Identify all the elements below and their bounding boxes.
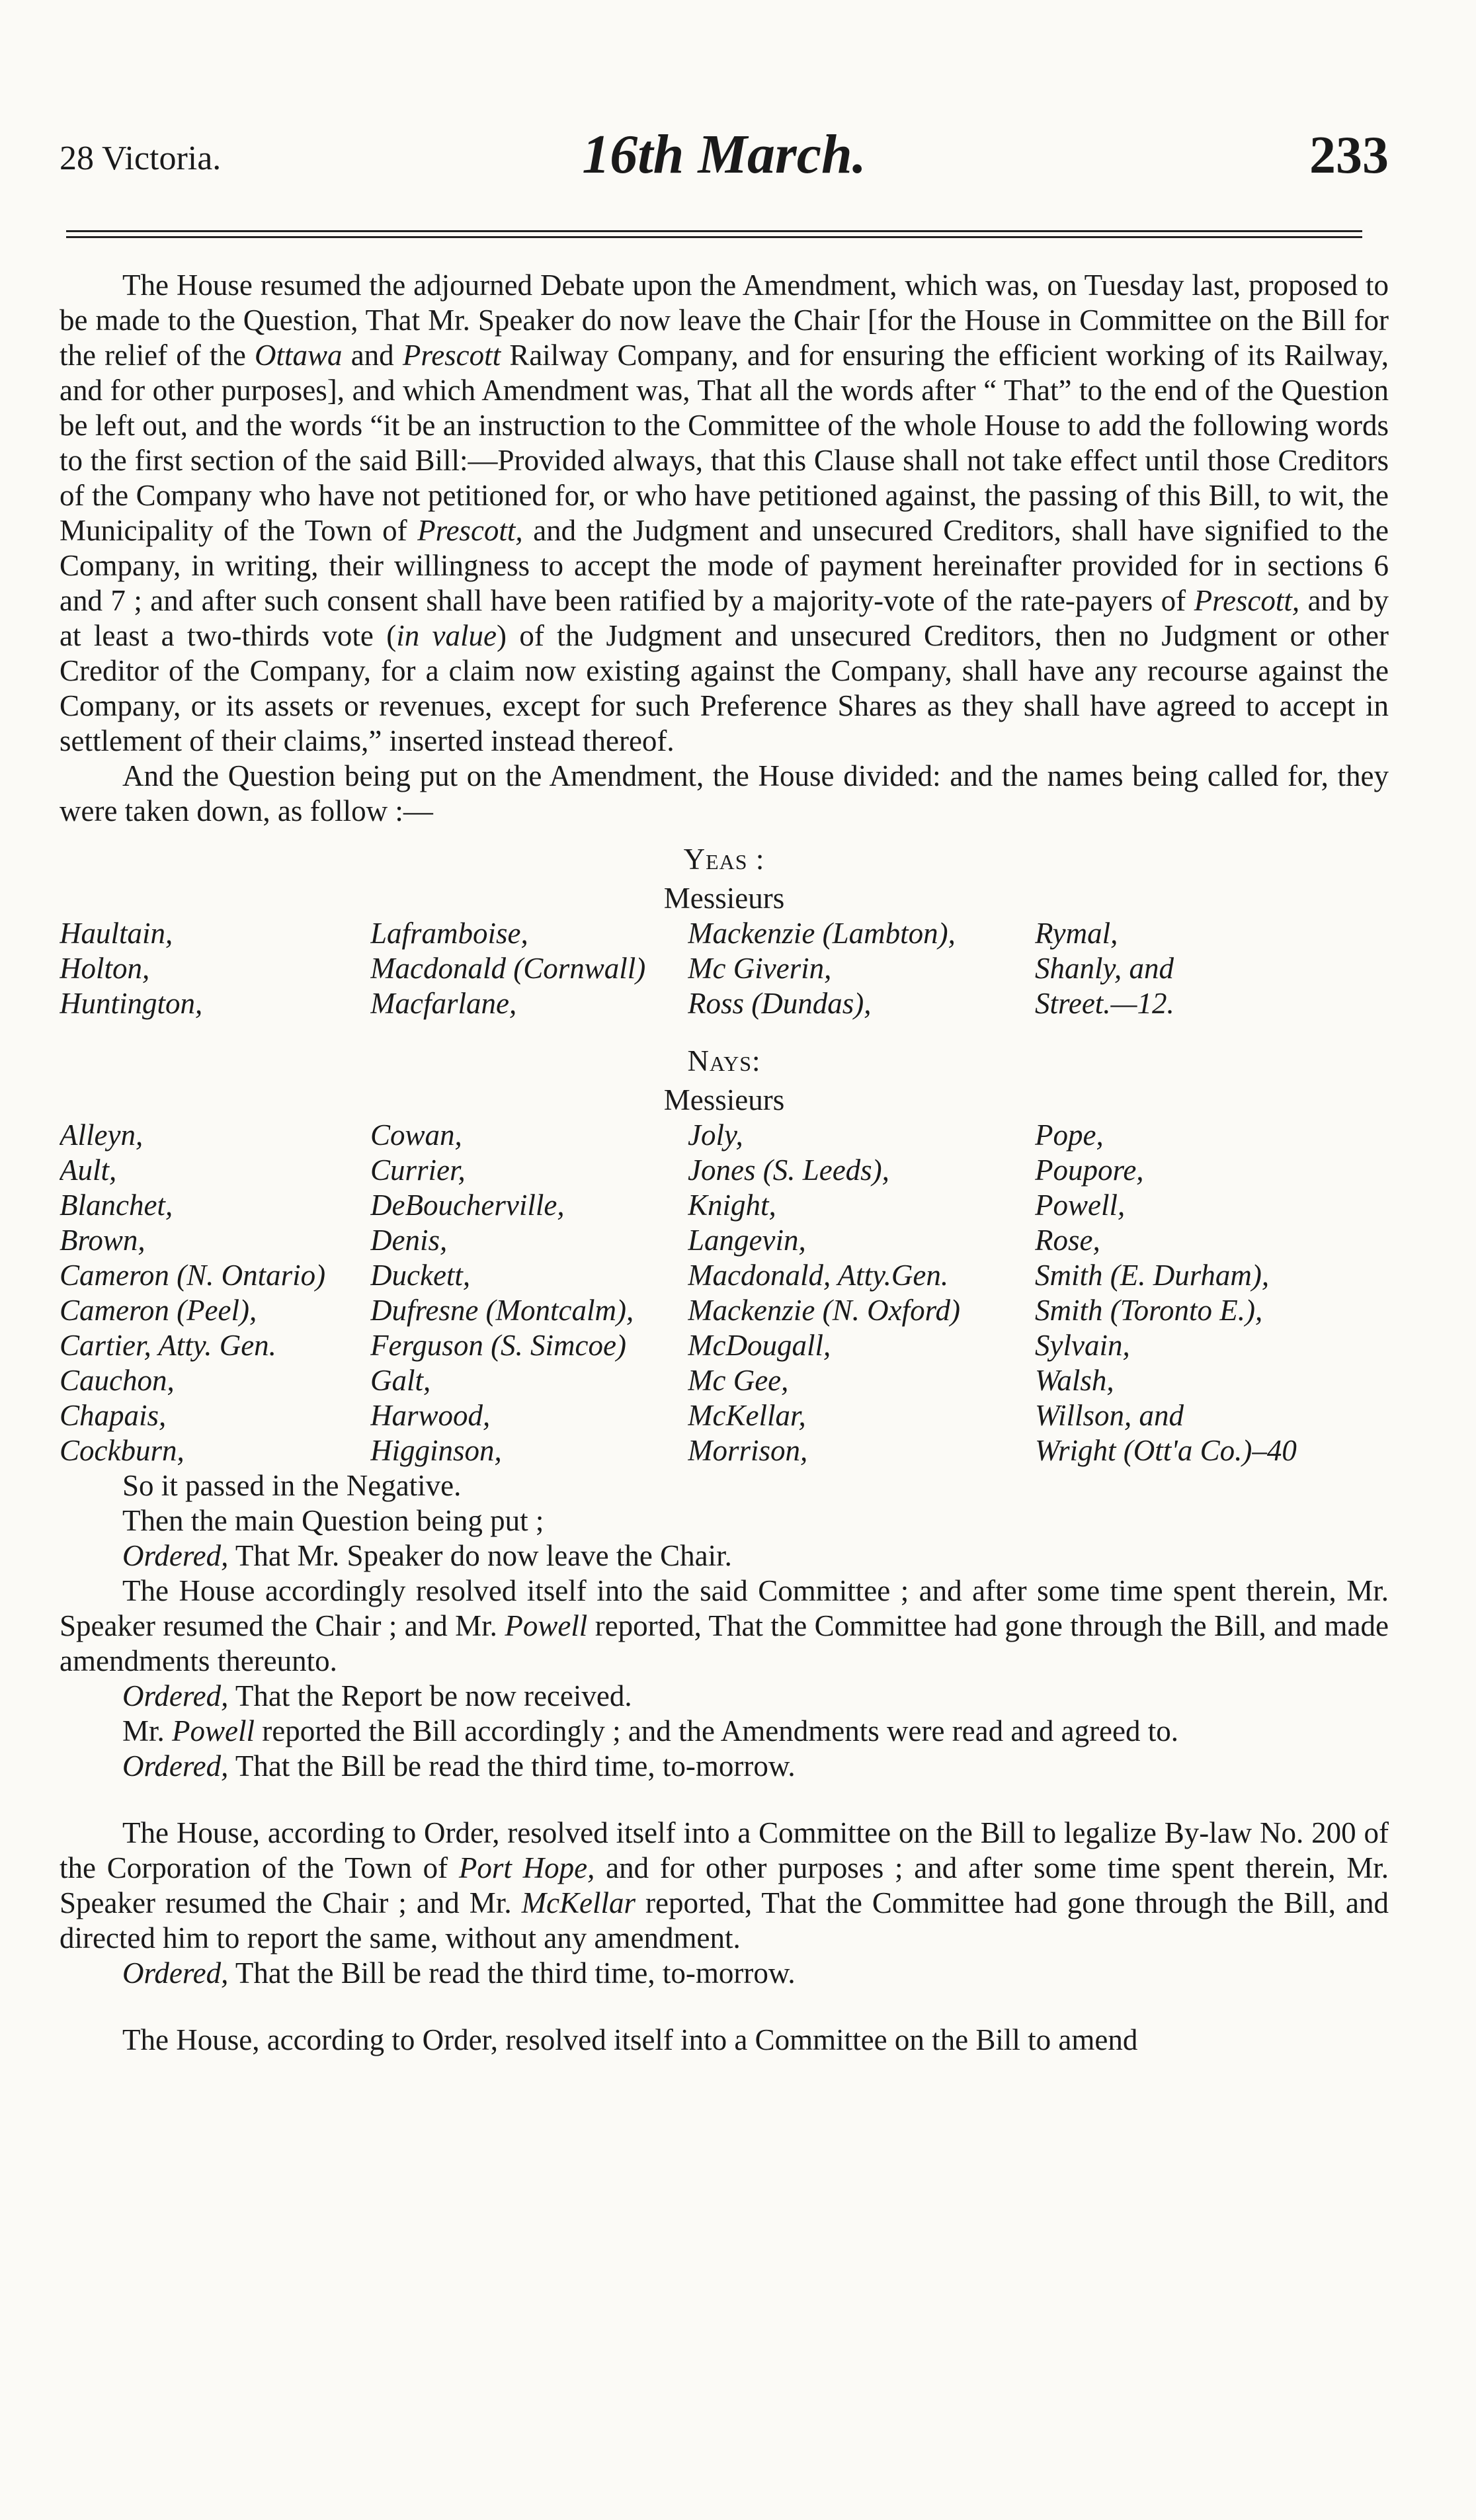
- ordered-text: That the Bill be read the third time, to-morrow.: [228, 1749, 796, 1783]
- ordered-leave-chair: [60, 1538, 1389, 1574]
- debate-text: Railway Company, and for ensuring the efficient working of its Railway, and for other purposes], and which Amendment was, That all the words after “ That” to the end of the Question be left out, and the words “it be an instruction to the Committee of the whole House to add the following words to the first section of the said Bill:—Provided always, that this Clause shall not take effect until those Creditors of the Company who have not petitioned for, or who have petitioned against, the passing of this Bill, to wit, the Municipality of the Town of: [60, 339, 1389, 547]
- member-name: Street.—12.: [1035, 987, 1174, 1020]
- member-name: Macdonald, Atty.Gen.: [688, 1259, 949, 1292]
- port-hope-text: reported, That the Committee had gone through the Bill, and directed him to report the same, without any amendment.: [60, 1886, 1389, 1954]
- page-number: 233: [1309, 126, 1389, 185]
- member-name: Mackenzie (N. Oxford): [688, 1294, 960, 1327]
- ordered-label: Ordered,: [122, 1749, 229, 1783]
- member-name: Sylvain,: [1035, 1329, 1130, 1362]
- member-name: Smith (E. Durham),: [1035, 1259, 1270, 1292]
- member-name: Poupore,: [1035, 1154, 1144, 1187]
- ordered-label: Ordered,: [122, 1956, 229, 1990]
- member-name: Brown,: [60, 1224, 145, 1257]
- member-name: Blanchet,: [60, 1189, 173, 1222]
- member-mckellar: McKellar: [521, 1886, 636, 1919]
- last-paragraph-start: The House, according to Order, resolved itself into a Committee on the Bill to amend: [122, 2023, 1138, 2056]
- date-heading: 16th March.: [582, 124, 866, 185]
- member-name: Chapais,: [60, 1399, 167, 1432]
- member-name: Morrison,: [688, 1434, 808, 1467]
- member-name: Mackenzie (Lambton),: [688, 917, 956, 950]
- member-name: Powell,: [1035, 1189, 1126, 1222]
- port-hope-text: and for other purposes ; and after some time spent therein, Mr. Speaker resumed the Chair ; and Mr.: [60, 1851, 1389, 1919]
- member-name: Mc Gee,: [688, 1364, 789, 1397]
- running-header: [60, 119, 1389, 192]
- member-name: Harwood,: [370, 1399, 491, 1432]
- place-prescott: Prescott,: [1194, 584, 1300, 617]
- member-name: Cartier, Atty. Gen.: [60, 1329, 276, 1362]
- ordered-text: That the Report be now received.: [228, 1679, 632, 1712]
- in-value-phrase: in value: [396, 619, 497, 652]
- place-prescott: Prescott: [402, 339, 501, 372]
- ordered-third-reading: [60, 1749, 1389, 1784]
- committee-text: reported, That the Committee had gone through the Bill, and made amendments thereunto.: [60, 1609, 1389, 1677]
- member-name: Duckett,: [370, 1259, 471, 1292]
- port-hope-ordered: [60, 1956, 1389, 1991]
- member-name: Higginson,: [370, 1434, 502, 1467]
- ordered-text: That Mr. Speaker do now leave the Chair.: [228, 1539, 732, 1572]
- member-name: Holton,: [60, 952, 150, 985]
- member-name: Wright (Ott'a Co.)–40: [1035, 1434, 1297, 1467]
- member-name: Walsh,: [1035, 1364, 1114, 1397]
- reported-paragraph: [60, 1714, 1389, 1749]
- member-powell: Powell: [172, 1714, 255, 1747]
- member-name: Langevin,: [688, 1224, 806, 1257]
- member-powell: Powell: [505, 1609, 588, 1642]
- ordered-label: Ordered,: [122, 1679, 229, 1712]
- yeas-messieurs: Messieurs: [663, 882, 785, 915]
- member-name: McKellar,: [688, 1399, 806, 1432]
- reported-text: reported the Bill accordingly ; and the Amendments were read and agreed to.: [255, 1714, 1178, 1747]
- member-name: Pope,: [1035, 1118, 1104, 1152]
- member-name: Cameron (N. Ontario): [60, 1259, 326, 1292]
- member-name: Cockburn,: [60, 1434, 184, 1467]
- member-name: Haultain,: [60, 917, 173, 950]
- place-port-hope: Port Hope,: [458, 1851, 595, 1884]
- debate-text: The House resumed the adjourned Debate upon the Amendment, which was, on Tuesday last, proposed to be made to the Question, That Mr. Speaker do now leave the Chair [for the House in Committee on the Bill for the relief of the: [60, 269, 1389, 372]
- member-name: Smith (Toronto E.),: [1035, 1294, 1263, 1327]
- division-paragraph: And the Question being put on the Amendment, the House divided: and the names being called for, they were taken down, as follow :—: [60, 759, 1389, 827]
- member-name: DeBoucherville,: [370, 1189, 565, 1222]
- ordered-report-received: [60, 1679, 1389, 1714]
- nays-messieurs: Messieurs: [663, 1083, 785, 1116]
- debate-text: and by at least a two-thirds vote (: [60, 584, 1389, 652]
- member-name: Knight,: [688, 1189, 776, 1222]
- main-question-line: Then the main Question being put ;: [122, 1504, 544, 1537]
- debate-text: and the Judgment and unsecured Creditors, shall have signified to the Company, in writing, their willingness to accept the mode of payment hereinafter provided for in sections 6 and 7 ; and after such consent shall have been ratified by a majority-vote of the rate-payers of: [60, 514, 1389, 617]
- member-name: Rose,: [1035, 1224, 1100, 1257]
- committee-text: The House accordingly resolved itself into the said Committee ; and after some time spent therein, Mr. Speaker resumed the Chair ; and Mr.: [60, 1574, 1389, 1642]
- nays-heading: Nays:: [687, 1044, 761, 1077]
- ordered-label: Ordered,: [122, 1539, 229, 1572]
- place-ottawa: Ottawa: [255, 339, 343, 372]
- yeas-heading: Yeas :: [683, 843, 765, 876]
- member-name: Willson, and: [1035, 1399, 1184, 1432]
- member-name: Denis,: [370, 1224, 448, 1257]
- member-name: Laframboise,: [370, 917, 528, 950]
- member-name: Rymal,: [1035, 917, 1118, 950]
- member-name: Shanly, and: [1035, 952, 1174, 985]
- port-hope-paragraph: [60, 1816, 1389, 1956]
- header-rule-bottom: [66, 236, 1362, 238]
- member-name: Galt,: [370, 1364, 431, 1397]
- member-name: Huntington,: [60, 987, 203, 1020]
- nays-names: [60, 1118, 1389, 1468]
- debate-text: ) of the Judgment and unsecured Creditors, then no Judgment or other Creditor of the Company, for a claim now existing against the Company, shall have any recourse against the Company, or its assets or revenues, except for such Preference Shares as they shall have agreed to accept in settlement of their claims,” inserted instead thereof.: [60, 619, 1389, 757]
- member-name: Mc Giverin,: [688, 952, 832, 985]
- member-name: Ault,: [60, 1154, 117, 1187]
- debate-text: and: [342, 339, 403, 372]
- member-name: Ross (Dundas),: [688, 987, 872, 1020]
- debate-paragraph: [60, 268, 1389, 759]
- member-name: Cauchon,: [60, 1364, 175, 1397]
- place-prescott: Prescott,: [417, 514, 523, 547]
- member-name: Joly,: [688, 1118, 743, 1152]
- member-name: Cowan,: [370, 1118, 462, 1152]
- session-label: 28 Victoria.: [60, 140, 222, 177]
- header-rule-top: [66, 230, 1362, 232]
- member-name: Macfarlane,: [370, 987, 517, 1020]
- member-name: Currier,: [370, 1154, 466, 1187]
- journal-body: [60, 268, 1389, 2058]
- port-hope-text: The House, according to Order, resolved itself into a Committee on the Bill to legalize By-law No. 200 of the Corporation of the Town of: [60, 1816, 1389, 1884]
- member-name: Cameron (Peel),: [60, 1294, 257, 1327]
- ordered-text: That the Bill be read the third time, to-morrow.: [228, 1956, 796, 1990]
- member-name: Alleyn,: [60, 1118, 144, 1152]
- member-name: Dufresne (Montcalm),: [370, 1294, 634, 1327]
- member-name: McDougall,: [688, 1329, 831, 1362]
- member-name: Macdonald (Cornwall): [370, 952, 646, 985]
- reported-text: Mr.: [122, 1714, 173, 1747]
- yeas-names: [60, 916, 1389, 1021]
- negative-line: So it passed in the Negative.: [122, 1469, 462, 1502]
- member-name: Ferguson (S. Simcoe): [370, 1329, 626, 1362]
- committee-paragraph: [60, 1574, 1389, 1679]
- member-name: Jones (S. Leeds),: [688, 1154, 889, 1187]
